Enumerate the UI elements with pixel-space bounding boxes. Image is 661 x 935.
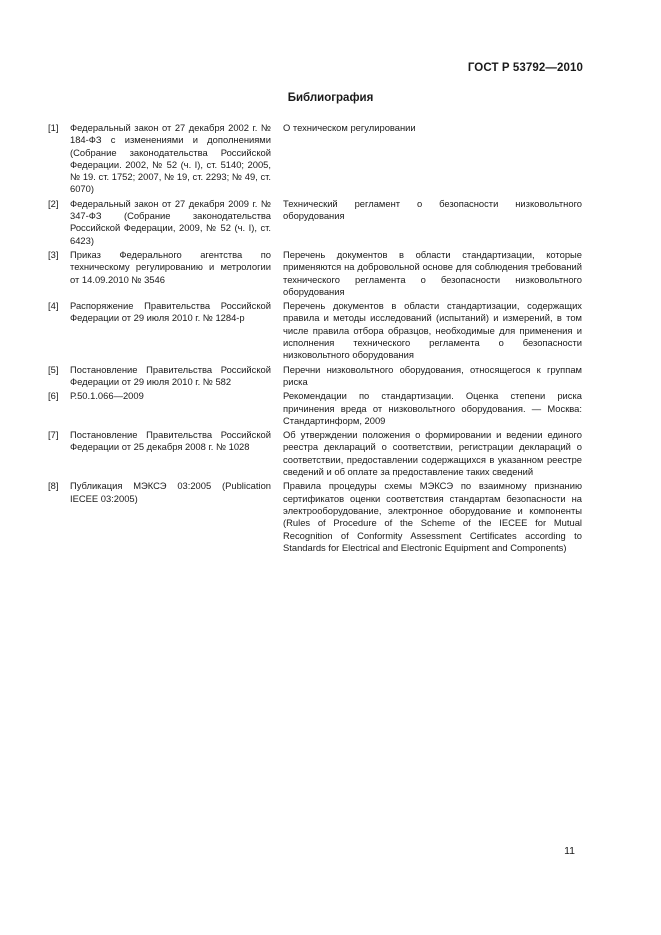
section-title: Библиография — [287, 92, 374, 104]
entry-description: Перечень документов в области стандартизации, содержащих правила и методы исследований (испытаний) и измерений, в том числе правила отбора образцов, необходимые для применения и исполнения технического регламента о безопасности низковольтного оборудования — [283, 300, 582, 361]
entry-description: Перечни низковольтного оборудования, относящегося к группам риска — [283, 363, 582, 387]
entry-number: [5] — [48, 363, 59, 375]
bibliography-entry — [48, 249, 582, 298]
entry-source: Постановление Правительства Российской Федерации от 29 июля 2010 г. № 582 — [70, 363, 271, 387]
bibliography-entry — [48, 480, 582, 554]
entry-number: [1] — [48, 122, 59, 133]
entry-number: [2] — [48, 197, 59, 209]
entry-number: [4] — [48, 300, 59, 312]
bibliography-entry — [48, 364, 582, 389]
bibliography-entry — [48, 122, 582, 196]
bibliography-entry — [48, 300, 582, 361]
entry-source: Федеральный закон от 27 декабря 2009 г. № 347-ФЗ (Собрание законодательства Российской Федерации, 2009, № 52 (ч. I), ст. 6423) — [70, 197, 271, 246]
entry-description: О техническом регулировании — [283, 122, 416, 133]
page-number: 11 — [564, 845, 575, 857]
entry-source: Р.50.1.066—2009 — [70, 390, 144, 402]
entry-description: Технический регламент о безопасности низковольтного оборудования — [283, 197, 582, 222]
entry-source: Федеральный закон от 27 декабря 2002 г. № 184-ФЗ с изменениями и дополнениями (Собрание законодательства Российской Федерации. 2002, № 52 (ч. I), ст. 5140; 2005, № 19. ст. 1752; 2007, № 19, ст. 2293; № 49, ст. 6070) — [70, 122, 271, 195]
entry-description: Об утверждении положения о формировании и ведении единого реестра деклараций о соответствии, регистрации деклараций о соответствии, предоставлении содержащихся в указанном реестре сведений и об оплате за предоставление таких сведений — [283, 429, 582, 478]
entry-source: Постановление Правительства Российской Федерации от 25 декабря 2008 г. № 1028 — [70, 429, 271, 453]
bibliography-entry — [48, 198, 582, 247]
bibliography-entry — [48, 390, 582, 427]
entry-source: Публикация МЭКСЭ 03:2005 (Publication IECEE 03:2005) — [70, 480, 271, 504]
bibliography-list — [48, 122, 582, 556]
entry-source: Приказ Федерального агентства по техническому регулированию и метрологии от 14.09.2010 № 3546 — [70, 248, 271, 285]
entry-description: Правила процедуры схемы МЭКСЭ по взаимному признанию сертификатов оценки соответствия стандартам безопасности на электрооборудование, электронное оборудование и компоненты (Rules of Procedure of the Scheme of the IECEE for Mutual Recognition of Conformity Assessment Certificates according to Standards for Electrical and Electronic Equipment and Components) — [283, 480, 582, 553]
bibliography-entry — [48, 429, 582, 478]
entry-number: [6] — [48, 390, 59, 402]
entry-source: Распоряжение Правительства Российской Федерации от 29 июля 2010 г. № 1284-р — [70, 300, 271, 324]
entry-description: Рекомендации по стандартизации. Оценка степени риска причинения вреда от низковольтного оборудования. — Москва: Стандартинформ, 2009 — [283, 390, 582, 426]
entry-number: [3] — [48, 248, 59, 260]
standard-code: ГОСТ Р 53792—2010 — [467, 62, 583, 74]
entry-number: [7] — [48, 429, 59, 441]
entry-number: [8] — [48, 480, 59, 492]
entry-description: Перечень документов в области стандартизации, которые применяются на добровольной основе для соблюдения требований технического регламента о безопасности низковольтного оборудования — [283, 248, 582, 297]
